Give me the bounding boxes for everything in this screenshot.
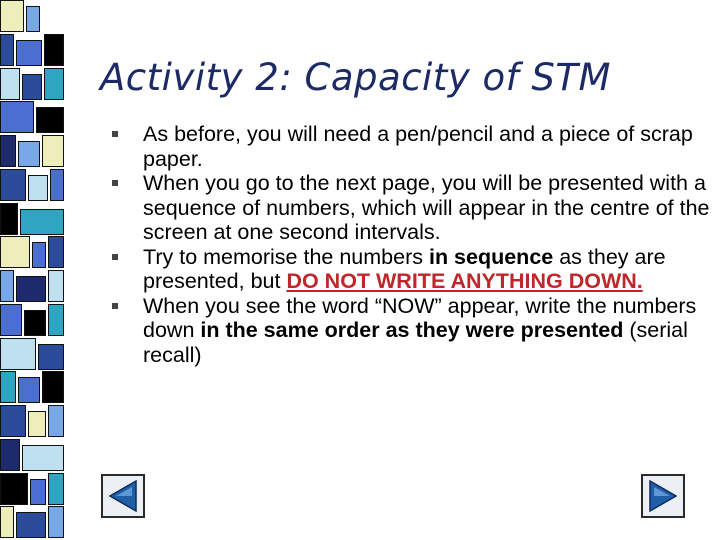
decorative-block <box>16 276 46 302</box>
next-slide-button[interactable] <box>641 474 685 518</box>
decorative-block <box>0 236 30 268</box>
decorative-block <box>26 6 40 32</box>
decorative-block <box>16 40 42 66</box>
bullet-item <box>112 294 712 368</box>
decorative-block <box>28 175 48 201</box>
decorative-block <box>22 74 42 100</box>
emphasis-text: in sequence <box>428 244 554 269</box>
decorative-block-stripe <box>0 0 68 540</box>
decorative-block <box>20 209 64 235</box>
decorative-block <box>0 506 14 538</box>
previous-slide-button[interactable] <box>101 474 145 518</box>
decorative-block <box>0 473 28 505</box>
bullet-item <box>112 122 712 171</box>
decorative-block <box>48 473 64 505</box>
decorative-block <box>44 34 64 66</box>
bullet-text: as they are presented, but <box>143 244 666 293</box>
decorative-block <box>0 169 26 201</box>
decorative-block <box>0 371 16 403</box>
decorative-block <box>50 169 64 201</box>
decorative-block <box>0 304 22 336</box>
bullet-text: (serial recall) <box>143 318 688 367</box>
decorative-block <box>16 512 46 538</box>
decorative-block <box>48 405 64 437</box>
forward-arrow-icon <box>643 476 683 516</box>
decorative-block <box>18 377 40 403</box>
back-arrow-icon <box>103 476 143 516</box>
decorative-block <box>0 338 36 370</box>
bullet-marker-icon <box>112 131 118 137</box>
decorative-block <box>0 68 20 100</box>
bullet-text: As before, you will need a pen/pencil and a piece of scrap paper. <box>143 122 693 171</box>
decorative-block <box>0 0 24 32</box>
decorative-block <box>48 506 64 538</box>
decorative-block <box>38 344 64 370</box>
decorative-block <box>0 203 18 235</box>
emphasis-text: in the same order as they were presented <box>200 318 624 342</box>
decorative-block <box>36 107 64 133</box>
slide-title: Activity 2: Capacity of STM <box>100 56 611 99</box>
bullet-marker-icon <box>112 303 118 309</box>
decorative-block <box>24 310 46 336</box>
bullet-item <box>112 171 712 245</box>
decorative-block <box>48 304 64 336</box>
decorative-block <box>0 101 34 133</box>
decorative-block <box>18 141 40 167</box>
decorative-block <box>0 439 20 471</box>
decorative-block <box>32 242 46 268</box>
bullet-list <box>112 122 712 367</box>
bullet-text: Try to memorise the numbers <box>143 244 429 269</box>
decorative-block <box>0 270 14 302</box>
decorative-block <box>0 135 16 167</box>
bullet-marker-icon <box>112 254 118 260</box>
decorative-block <box>48 236 64 268</box>
bullet-item <box>112 245 712 294</box>
bullet-text: When you go to the next page, you will be presented with a sequence of numbers, which will appear in the centre of the screen at one second intervals. <box>143 171 710 244</box>
decorative-block <box>42 135 64 167</box>
decorative-block <box>42 371 64 403</box>
decorative-block <box>0 34 14 66</box>
decorative-block <box>48 270 64 302</box>
decorative-block <box>30 479 46 505</box>
decorative-block <box>0 405 26 437</box>
bullet-marker-icon <box>112 180 118 186</box>
bullet-text: When you see the word “NOW” appear, write the numbers down <box>143 293 697 342</box>
emphasis-text: DO NOT WRITE ANYTHING DOWN. <box>286 269 643 293</box>
decorative-block <box>28 411 46 437</box>
decorative-block <box>22 445 64 471</box>
decorative-block <box>44 68 64 100</box>
